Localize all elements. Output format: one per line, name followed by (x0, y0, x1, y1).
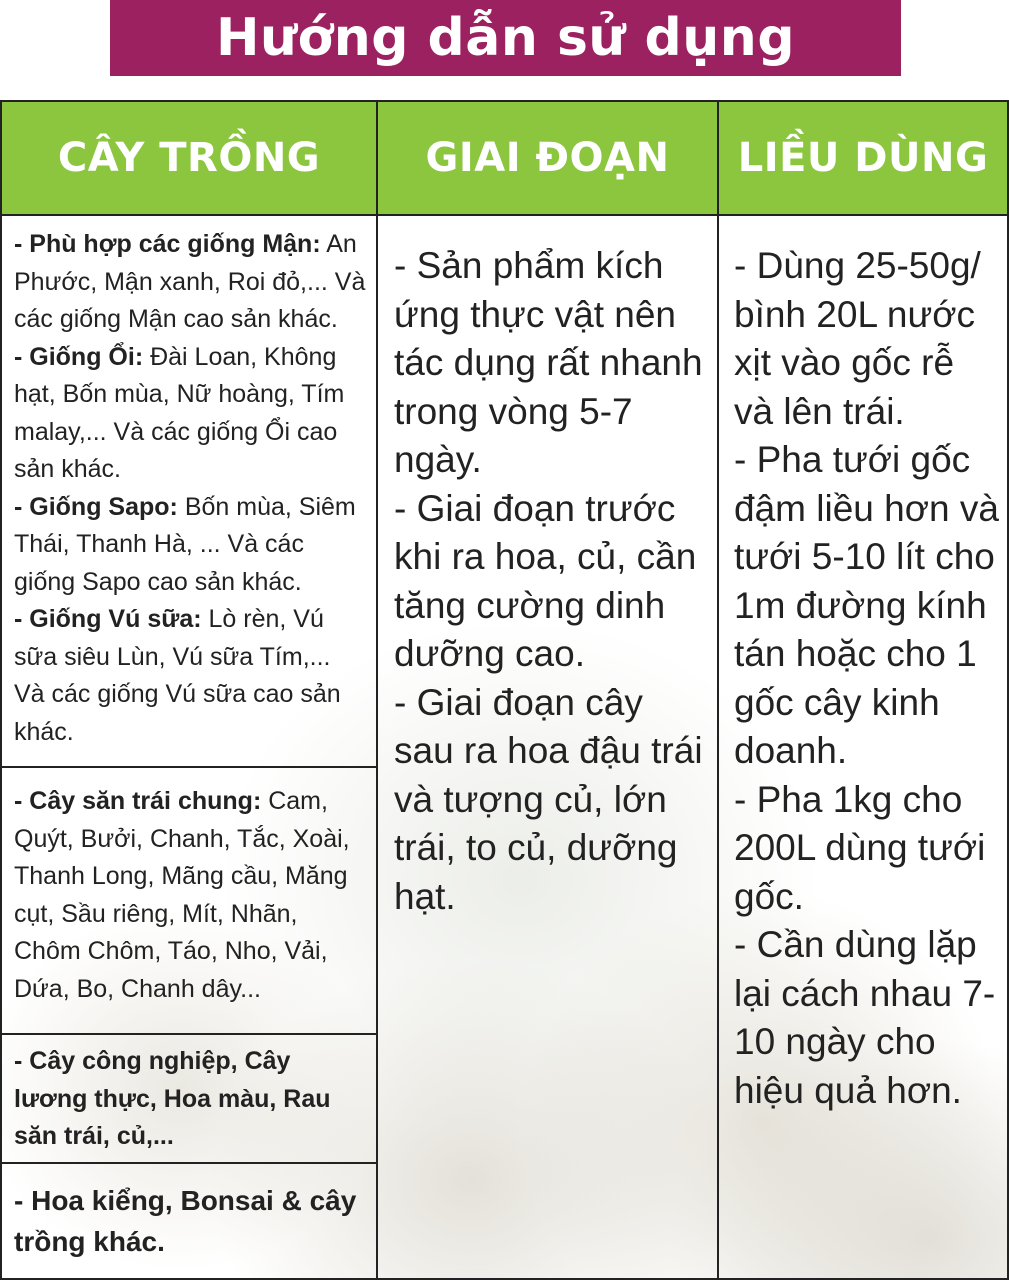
list-item: - Giống Ổi: Đài Loan, Không hạt, Bốn mùa, Nữ hoàng, Tím malay,... Và các giống Ổi cao sản khác. (14, 342, 345, 483)
column-divider (717, 216, 719, 1280)
list-item: - Giống Vú sữa: Lò rèn, Vú sữa siêu Lùn, Vú sữa Tím,... Và các giống Vú sữa cao sản khác. (14, 605, 341, 746)
stage-cell (394, 242, 712, 921)
header-crop: CÂY TRỒNG (0, 100, 378, 216)
crop-cell-fruit-varieties (0, 226, 376, 751)
list-item: - Pha tưới gốc đậm liều hơn và tưới 5-10 lít cho 1m đường kính tán hoặc cho 1 gốc cây kinh doanh. (734, 439, 999, 771)
row-divider (0, 1033, 378, 1035)
list-item: - Cần dùng lặp lại cách nhau 7-10 ngày cho hiệu quả hơn. (734, 924, 996, 1111)
list-item: - Sản phẩm kích ứng thực vật nên tác dụng rất nhanh trong vòng 5-7 ngày. (394, 245, 703, 480)
list-item: - Giai đoạn cây sau ra hoa đậu trái và tượng củ, lớn trái, to củ, dưỡng hạt. (394, 681, 703, 917)
crop-cell-industrial: - Cây công nghiệp, Cây lương thực, Hoa màu, Rau săn trái, củ,... (14, 1047, 331, 1150)
dosage-cell (734, 242, 1002, 1115)
list-item: - Giai đoạn trước khi ra hoa, củ, cần tăng cường dinh dưỡng cao. (394, 487, 697, 674)
column-divider (376, 216, 378, 1280)
crop-cell-fruit-general: - Cây săn trái chung: Cam, Quýt, Bưởi, Chanh, Tắc, Xoài, Thanh Long, Mãng cầu, Măng cụt, Sầu riêng, Mít, Nhãn, Chôm Chôm, Táo, Nho, Vải, Dứa, Bo, Chanh dây... (14, 787, 350, 1003)
row-divider (0, 1162, 378, 1164)
usage-table (0, 100, 1009, 1280)
title-banner (110, 0, 901, 76)
header-stage: GIAI ĐOẠN (376, 100, 719, 216)
page-title: Hướng dẫn sử dụng (215, 8, 796, 68)
header-dosage: LIỀU DÙNG (717, 100, 1009, 216)
list-item: - Dùng 25-50g/ bình 20L nước xịt vào gốc rễ và lên trái. (734, 245, 981, 432)
crop-cell-ornamental: - Hoa kiểng, Bonsai & cây trồng khác. (14, 1185, 357, 1257)
list-item: - Giống Sapo: Bốn mùa, Siêm Thái, Thanh Hà, ... Và các giống Sapo cao sản khác. (14, 492, 356, 596)
list-item: - Pha 1kg cho 200L dùng tưới gốc. (734, 778, 986, 917)
list-item: - Phù hợp các giống Mận: An Phước, Mận xanh, Roi đỏ,... Và các giống Mận cao sản khác. (14, 230, 366, 333)
row-divider (0, 766, 378, 768)
